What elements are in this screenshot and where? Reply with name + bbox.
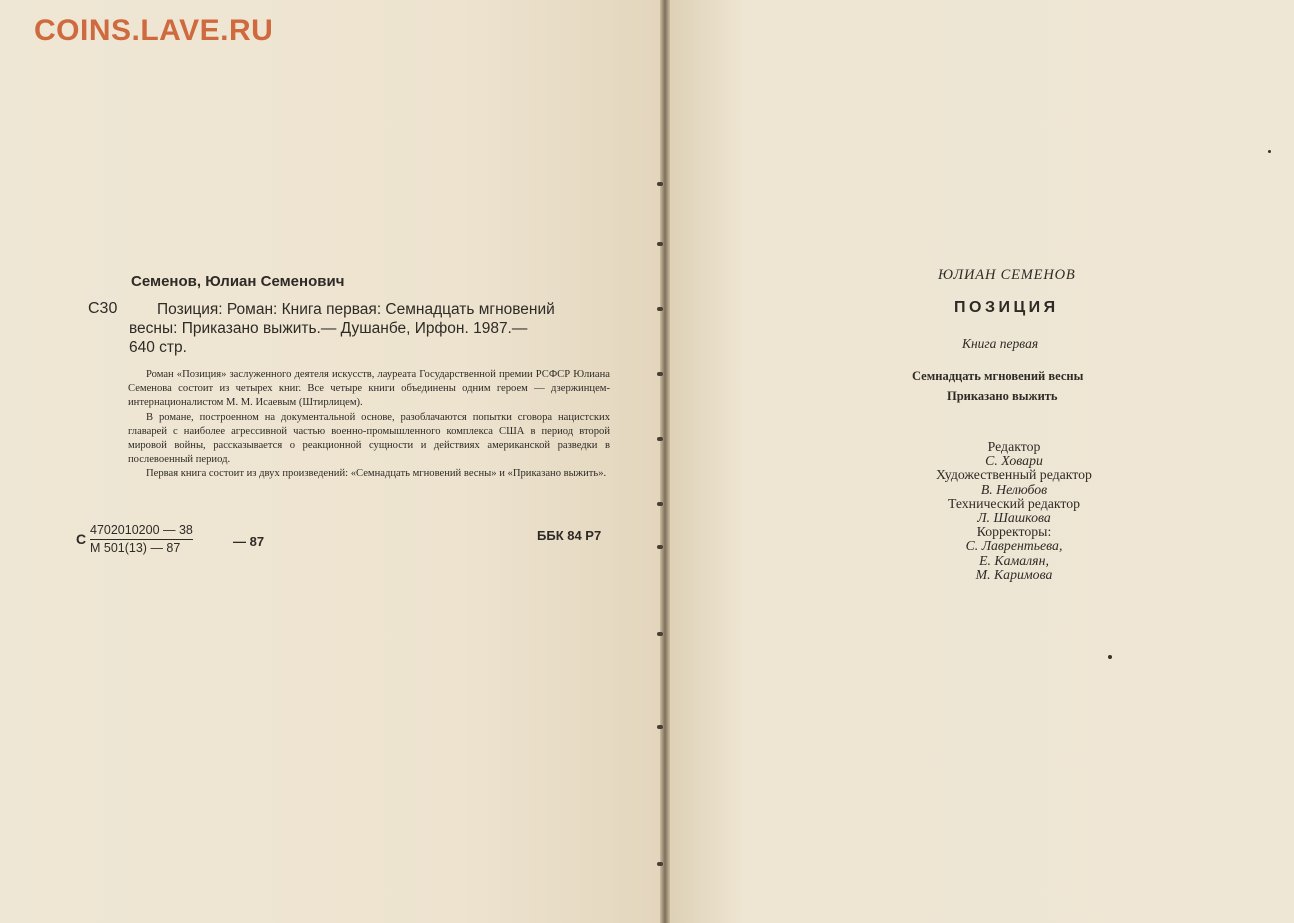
book-spine bbox=[660, 0, 670, 923]
paper-speck bbox=[1268, 150, 1271, 153]
credit-person: С. Лаврентьева, bbox=[965, 538, 1063, 554]
bbk-code: ББК 84 Р7 bbox=[537, 528, 602, 543]
annotation-paragraph: Первая книга состоит из двух произведений: «Семнадцать мгновений весны» и «Приказано выжить». bbox=[146, 468, 607, 480]
catalog-code: С30 bbox=[88, 300, 118, 317]
credit-person: С. Ховари bbox=[985, 453, 1043, 469]
author-heading: Семенов, Юлиан Семенович bbox=[131, 273, 345, 290]
credit-person: М. Каримова bbox=[975, 566, 1053, 582]
annotation-paragraph: В романе, построенном на документальной основе, разоблачаются попытки сговора нацистских главарей с наиболее агрессивной частью военно-промышленного комплекса США в период второй мировой войны, рассказывается о реакционной сущности и действиях американской разведки в послевоенный период. bbox=[128, 411, 610, 466]
binding-stitch bbox=[657, 307, 663, 311]
binding-stitch bbox=[657, 182, 663, 186]
binding-stitch bbox=[657, 372, 663, 376]
index-denominator: М 501(13) — 87 bbox=[90, 541, 181, 555]
credit-person: Л. Шашкова bbox=[977, 510, 1051, 526]
bib-line: Позиция: Роман: Книга первая: Семнадцать мгновений bbox=[157, 301, 555, 318]
binding-stitch bbox=[657, 862, 663, 866]
bibliographic-entry bbox=[131, 300, 611, 357]
credit-role: Художественный редактор bbox=[936, 467, 1092, 483]
annotation-paragraph: Роман «Позиция» заслуженного деятеля искусств, лауреата Государственной премии РСФСР Юлиана Семенова состоит из четырех книг. Все четыре книги объединены одним героем — дзержинцем-интернационалистом М. М. Исаевым (Штирлицем). bbox=[128, 369, 610, 409]
book-volume: Книга первая bbox=[962, 336, 1039, 351]
bib-line: весны: Приказано выжить.— Душанбе, Ирфон. 1987.— bbox=[129, 320, 528, 337]
annotation bbox=[128, 368, 610, 482]
watermark: COINS.LAVE.RU bbox=[34, 14, 274, 47]
index-letter: С bbox=[76, 531, 87, 547]
credit-role: Технический редактор bbox=[947, 495, 1081, 511]
credit-person: Е. Камалян, bbox=[979, 552, 1049, 568]
title-page-author: ЮЛИАН СЕМЕНОВ bbox=[938, 267, 1076, 283]
work-title: Приказано выжить bbox=[947, 389, 1058, 403]
binding-stitch bbox=[657, 632, 663, 636]
binding-stitch bbox=[657, 502, 663, 506]
binding-stitch bbox=[657, 545, 663, 549]
paper-speck bbox=[1108, 655, 1112, 659]
credit-role: Редактор bbox=[987, 439, 1041, 454]
credits-block bbox=[899, 440, 1129, 582]
binding-stitch bbox=[657, 725, 663, 729]
work-title: Семнадцать мгновений весны bbox=[912, 369, 1084, 383]
bib-line: 640 стр. bbox=[129, 339, 187, 356]
credit-person: В. Нелюбов bbox=[980, 481, 1048, 497]
binding-stitch bbox=[657, 437, 663, 441]
binding-stitch bbox=[657, 242, 663, 246]
credit-role: Корректоры: bbox=[976, 524, 1052, 540]
publication-index bbox=[90, 522, 193, 556]
book-title: ПОЗИЦИЯ bbox=[954, 299, 1059, 316]
index-year: — 87 bbox=[233, 534, 265, 549]
index-numerator: 4702010200 — 38 bbox=[90, 522, 193, 540]
